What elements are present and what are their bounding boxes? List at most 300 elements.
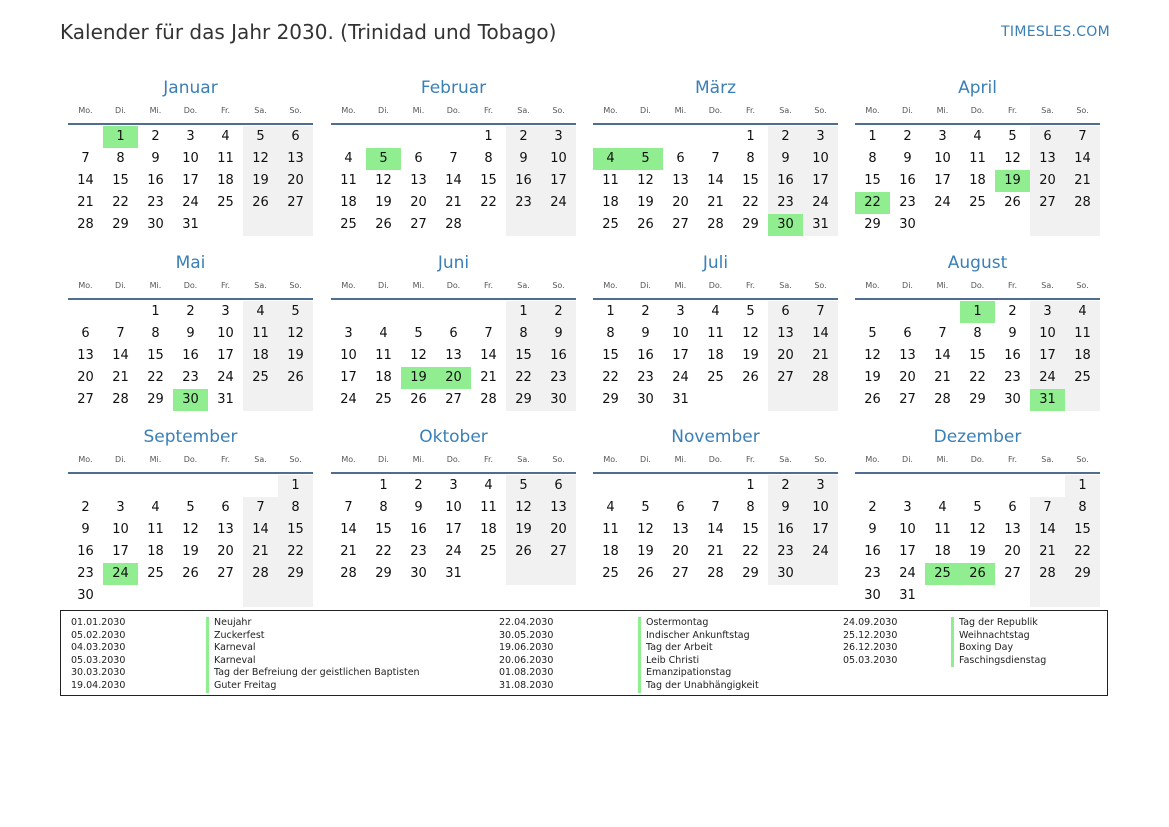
day-cell: 16 (147, 173, 164, 188)
day-cell: 8 (868, 151, 877, 166)
holiday-date: 19.06.2030 (499, 642, 554, 654)
day-cell: 23 (637, 370, 654, 385)
weekday-label: Mo. (78, 106, 93, 115)
day-grid (68, 475, 313, 607)
day-cell: 31 (899, 588, 916, 603)
weekday-label: Di. (115, 455, 126, 464)
day-cell: 18 (969, 173, 986, 188)
day-cell: 25 (707, 370, 724, 385)
day-cell: 9 (81, 522, 90, 537)
day-cell: 30 (541, 389, 576, 411)
day-cell: 8 (1065, 497, 1100, 519)
day-cell: 16 (637, 348, 654, 363)
day-cell: 12 (375, 173, 392, 188)
day-cell: 12 (506, 497, 541, 519)
weekday-header (331, 99, 576, 125)
site-link[interactable]: TIMESLES.COM (1001, 24, 1110, 40)
day-cell: 17 (340, 370, 357, 385)
empty-cell (471, 301, 506, 323)
weekday-label: Sa. (517, 106, 530, 115)
day-cell: 5 (641, 500, 650, 515)
holiday-name: Tag der Republik (951, 617, 1038, 630)
day-cell: 19 (742, 348, 759, 363)
day-cell: 7 (938, 326, 947, 341)
weekday-label: Di. (378, 281, 389, 290)
day-cell: 19 (864, 370, 881, 385)
empty-cell (366, 301, 401, 323)
empty-cell (331, 126, 366, 148)
weekday-label: Mo. (603, 106, 618, 115)
day-cell: 18 (217, 173, 234, 188)
day-cell: 8 (973, 326, 982, 341)
day-cell: 30 (637, 392, 654, 407)
day-cell: 28 (803, 367, 838, 389)
day-cell: 14 (112, 348, 129, 363)
weekday-label: Mo. (341, 455, 356, 464)
weekday-header (68, 99, 313, 125)
day-cell: 2 (1008, 304, 1017, 319)
day-cell: 17 (217, 348, 234, 363)
weekday-label: Mo. (865, 455, 880, 464)
day-cell: 2 (414, 478, 423, 493)
holiday-column-3 (61, 617, 1107, 667)
day-cell: 15 (602, 348, 619, 363)
weekday-label: Do. (446, 281, 461, 290)
day-cell: 22 (1065, 541, 1100, 563)
empty-cell (173, 585, 208, 607)
holiday-day-cell: 19 (995, 170, 1030, 192)
month-10 (331, 421, 576, 585)
day-cell: 11 (217, 151, 234, 166)
holiday-name: Tag der Befreiung der geistlichen Baptisten (206, 667, 420, 680)
day-cell: 28 (77, 217, 94, 232)
empty-cell (628, 126, 663, 148)
day-cell: 26 (742, 370, 759, 385)
day-cell: 23 (541, 367, 576, 389)
day-cell: 14 (340, 522, 357, 537)
weekday-label: So. (1076, 106, 1089, 115)
day-cell: 1 (868, 129, 877, 144)
empty-cell (960, 585, 995, 607)
day-cell: 28 (112, 392, 129, 407)
holiday-date: 19.04.2030 (71, 679, 126, 691)
empty-cell (663, 475, 698, 497)
weekday-label: Mo. (603, 281, 618, 290)
empty-cell (925, 214, 960, 236)
day-cell: 10 (803, 497, 838, 519)
day-cell: 3 (803, 126, 838, 148)
weekday-label: Do. (183, 455, 198, 464)
empty-cell (995, 585, 1030, 607)
holiday-day-cell: 22 (855, 192, 890, 214)
month-6 (331, 247, 576, 411)
day-cell: 14 (707, 173, 724, 188)
holiday-name: Faschingsdienstag (951, 655, 1046, 668)
empty-cell (925, 301, 960, 323)
day-cell: 15 (375, 522, 392, 537)
day-cell: 15 (506, 345, 541, 367)
day-cell: 19 (637, 195, 654, 210)
empty-cell (138, 585, 173, 607)
day-cell: 6 (414, 151, 423, 166)
empty-cell (855, 301, 890, 323)
day-cell: 3 (676, 304, 685, 319)
empty-cell (1065, 585, 1100, 607)
day-cell: 9 (506, 148, 541, 170)
day-cell: 16 (182, 348, 199, 363)
day-cell: 4 (243, 301, 278, 323)
day-cell: 20 (672, 195, 689, 210)
day-cell: 25 (147, 566, 164, 581)
empty-cell (366, 126, 401, 148)
day-cell: 30 (147, 217, 164, 232)
day-cell: 2 (506, 126, 541, 148)
day-cell: 26 (1004, 195, 1021, 210)
day-cell: 18 (480, 522, 497, 537)
empty-cell (890, 301, 925, 323)
day-cell: 18 (243, 345, 278, 367)
day-grid (855, 301, 1100, 411)
holiday-date: 30.03.2030 (71, 667, 126, 679)
day-cell: 19 (182, 544, 199, 559)
day-cell: 20 (77, 370, 94, 385)
day-cell: 16 (768, 170, 803, 192)
day-cell: 20 (217, 544, 234, 559)
day-cell: 14 (1030, 519, 1065, 541)
weekday-label: Di. (378, 455, 389, 464)
empty-cell (436, 126, 471, 148)
day-cell: 13 (672, 173, 689, 188)
weekday-label: Do. (446, 106, 461, 115)
weekday-label: Fr. (1007, 106, 1018, 115)
empty-cell (68, 301, 103, 323)
day-cell: 17 (934, 173, 951, 188)
day-cell: 14 (445, 173, 462, 188)
empty-cell (331, 475, 366, 497)
empty-cell (541, 214, 576, 236)
day-cell: 29 (969, 392, 986, 407)
weekday-label: Mi. (674, 106, 687, 115)
weekday-label: So. (552, 106, 565, 115)
holiday-row (61, 642, 1107, 655)
holiday-name: Boxing Day (951, 642, 1013, 655)
day-cell: 26 (182, 566, 199, 581)
day-cell: 2 (903, 129, 912, 144)
weekday-label: Mi. (149, 281, 162, 290)
day-cell: 18 (1065, 345, 1100, 367)
day-cell: 25 (243, 367, 278, 389)
day-cell: 24 (182, 195, 199, 210)
day-cell: 26 (637, 566, 654, 581)
day-cell: 22 (278, 541, 313, 563)
empty-cell (890, 475, 925, 497)
day-cell: 17 (182, 173, 199, 188)
day-cell: 1 (606, 304, 615, 319)
day-cell: 1 (278, 475, 313, 497)
day-cell: 6 (221, 500, 230, 515)
weekday-label: Sa. (779, 106, 792, 115)
day-cell: 10 (1030, 323, 1065, 345)
holiday-name: Karneval (206, 642, 256, 655)
day-cell: 21 (1030, 541, 1065, 563)
day-cell: 30 (1004, 392, 1021, 407)
weekday-label: So. (1076, 455, 1089, 464)
day-cell: 8 (484, 151, 493, 166)
day-cell: 16 (899, 173, 916, 188)
holiday-list (60, 610, 1108, 696)
day-cell: 28 (340, 566, 357, 581)
weekday-label: Do. (708, 455, 723, 464)
day-cell: 25 (969, 195, 986, 210)
day-cell: 19 (506, 519, 541, 541)
day-cell: 27 (768, 367, 803, 389)
day-cell: 27 (672, 566, 689, 581)
day-cell: 6 (541, 475, 576, 497)
day-cell: 11 (934, 522, 951, 537)
day-cell: 23 (768, 541, 803, 563)
day-cell: 11 (969, 151, 986, 166)
day-cell: 22 (375, 544, 392, 559)
weekday-label: Di. (640, 455, 651, 464)
day-cell: 3 (221, 304, 230, 319)
weekday-label: Mi. (936, 455, 949, 464)
weekday-label: Mi. (674, 455, 687, 464)
day-cell: 6 (676, 151, 685, 166)
day-cell: 23 (77, 566, 94, 581)
day-cell: 23 (768, 192, 803, 214)
day-cell: 18 (340, 195, 357, 210)
empty-cell (925, 475, 960, 497)
weekday-label: Fr. (745, 455, 756, 464)
day-cell: 27 (899, 392, 916, 407)
day-cell: 28 (445, 217, 462, 232)
day-cell: 8 (606, 326, 615, 341)
day-cell: 13 (278, 148, 313, 170)
day-cell: 22 (742, 544, 759, 559)
day-cell: 23 (1004, 370, 1021, 385)
day-cell: 6 (81, 326, 90, 341)
month-name: März (695, 78, 736, 98)
weekday-label: Sa. (517, 281, 530, 290)
day-cell: 12 (182, 522, 199, 537)
weekday-label: Di. (902, 455, 913, 464)
empty-cell (243, 475, 278, 497)
day-cell: 27 (278, 192, 313, 214)
empty-cell (1030, 475, 1065, 497)
empty-cell (1030, 214, 1065, 236)
day-cell: 18 (375, 370, 392, 385)
empty-cell (68, 126, 103, 148)
month-11 (593, 421, 838, 585)
day-cell: 25 (480, 544, 497, 559)
day-cell: 2 (768, 126, 803, 148)
holiday-name: Neujahr (206, 617, 251, 630)
day-cell: 27 (1004, 566, 1021, 581)
holiday-day-cell: 30 (768, 214, 803, 236)
day-cell: 7 (344, 500, 353, 515)
weekday-label: Do. (970, 455, 985, 464)
day-cell: 6 (1030, 126, 1065, 148)
holiday-day-cell: 19 (401, 367, 436, 389)
day-cell: 23 (899, 195, 916, 210)
day-cell: 19 (637, 544, 654, 559)
day-cell: 9 (903, 151, 912, 166)
day-cell: 30 (899, 217, 916, 232)
weekday-label: Do. (708, 281, 723, 290)
holiday-day-cell: 1 (103, 126, 138, 148)
day-cell: 3 (186, 129, 195, 144)
holiday-name: Zuckerfest (206, 630, 265, 643)
weekday-label: Fr. (745, 106, 756, 115)
holiday-date: 20.06.2030 (499, 654, 554, 666)
holiday-date: 22.04.2030 (499, 617, 554, 628)
holiday-row (61, 655, 1107, 668)
holiday-row (61, 630, 1107, 643)
day-cell: 21 (445, 195, 462, 210)
day-grid (855, 126, 1100, 236)
day-cell: 15 (1065, 519, 1100, 541)
day-cell: 26 (864, 392, 881, 407)
weekday-header (855, 274, 1100, 300)
holiday-name: Indischer Ankunftstag (638, 630, 750, 643)
day-cell: 1 (746, 478, 755, 493)
day-cell: 6 (449, 326, 458, 341)
month-3 (593, 72, 838, 236)
day-cell: 28 (243, 563, 278, 585)
empty-cell (733, 389, 768, 411)
empty-cell (103, 585, 138, 607)
weekday-label: Mo. (341, 106, 356, 115)
day-cell: 28 (707, 566, 724, 581)
day-cell: 3 (938, 129, 947, 144)
holiday-date: 26.12.2030 (843, 642, 898, 654)
empty-cell (243, 214, 278, 236)
month-name: Oktober (419, 427, 488, 447)
day-cell: 27 (1030, 192, 1065, 214)
holiday-date: 31.08.2030 (499, 679, 554, 691)
day-cell: 4 (344, 151, 353, 166)
day-cell: 3 (541, 126, 576, 148)
empty-cell (698, 126, 733, 148)
month-7 (593, 247, 838, 411)
empty-cell (1030, 585, 1065, 607)
day-cell: 13 (768, 323, 803, 345)
day-cell: 13 (672, 522, 689, 537)
day-cell: 15 (278, 519, 313, 541)
day-cell: 30 (768, 563, 803, 585)
day-cell: 8 (278, 497, 313, 519)
weekday-header (68, 448, 313, 474)
day-cell: 4 (151, 500, 160, 515)
holiday-day-cell: 26 (960, 563, 995, 585)
weekday-label: Mo. (603, 455, 618, 464)
weekday-label: Mi. (149, 106, 162, 115)
holiday-name: Guter Freitag (206, 680, 276, 693)
day-cell: 23 (410, 544, 427, 559)
day-cell: 28 (480, 392, 497, 407)
day-cell: 16 (864, 544, 881, 559)
holiday-date: 05.03.2030 (71, 654, 126, 666)
day-cell: 9 (768, 497, 803, 519)
day-cell: 21 (1065, 170, 1100, 192)
holiday-date: 30.05.2030 (499, 629, 554, 641)
day-cell: 20 (672, 544, 689, 559)
weekday-label: Fr. (220, 455, 231, 464)
day-cell: 29 (864, 217, 881, 232)
day-cell: 7 (81, 151, 90, 166)
day-cell: 7 (1030, 497, 1065, 519)
weekday-label: Di. (115, 106, 126, 115)
day-cell: 22 (506, 367, 541, 389)
day-cell: 6 (1008, 500, 1017, 515)
day-cell: 25 (217, 195, 234, 210)
weekday-label: Mo. (78, 281, 93, 290)
empty-cell (208, 475, 243, 497)
weekday-header (855, 99, 1100, 125)
day-cell: 15 (969, 348, 986, 363)
holiday-row (61, 667, 1107, 680)
weekday-label: Mi. (412, 281, 425, 290)
empty-cell (1065, 214, 1100, 236)
weekday-label: Mi. (149, 455, 162, 464)
day-cell: 17 (541, 170, 576, 192)
day-cell: 25 (340, 217, 357, 232)
day-cell: 10 (541, 148, 576, 170)
weekday-label: So. (289, 106, 302, 115)
holiday-day-cell: 4 (593, 148, 628, 170)
day-cell: 1 (151, 304, 160, 319)
month-name: Januar (163, 78, 218, 98)
day-cell: 21 (243, 541, 278, 563)
day-cell: 17 (1030, 345, 1065, 367)
weekday-label: Do. (183, 106, 198, 115)
day-cell: 16 (1004, 348, 1021, 363)
day-cell: 29 (1065, 563, 1100, 585)
empty-cell (960, 214, 995, 236)
day-cell: 28 (707, 217, 724, 232)
empty-cell (768, 389, 803, 411)
day-cell: 10 (112, 522, 129, 537)
day-cell: 5 (414, 326, 423, 341)
weekday-label: Sa. (779, 281, 792, 290)
holiday-day-cell: 5 (628, 148, 663, 170)
day-cell: 24 (445, 544, 462, 559)
day-cell: 26 (243, 192, 278, 214)
day-cell: 4 (1065, 301, 1100, 323)
day-cell: 24 (803, 541, 838, 563)
holiday-day-cell: 30 (173, 389, 208, 411)
day-cell: 16 (77, 544, 94, 559)
holiday-date: 04.03.2030 (71, 642, 126, 654)
day-cell: 14 (1065, 148, 1100, 170)
day-cell: 24 (217, 370, 234, 385)
month-name: Juli (702, 253, 729, 273)
month-name: September (143, 427, 238, 447)
day-cell: 7 (711, 500, 720, 515)
day-cell: 29 (112, 217, 129, 232)
day-cell: 10 (934, 151, 951, 166)
day-cell: 5 (1008, 129, 1017, 144)
weekday-label: Mi. (936, 281, 949, 290)
empty-cell (278, 389, 313, 411)
day-cell: 11 (340, 173, 357, 188)
holiday-day-cell: 1 (960, 301, 995, 323)
day-cell: 28 (1065, 192, 1100, 214)
holiday-name: Emanzipationstag (638, 667, 731, 680)
day-cell: 21 (340, 544, 357, 559)
day-cell: 1 (746, 129, 755, 144)
weekday-label: So. (289, 281, 302, 290)
